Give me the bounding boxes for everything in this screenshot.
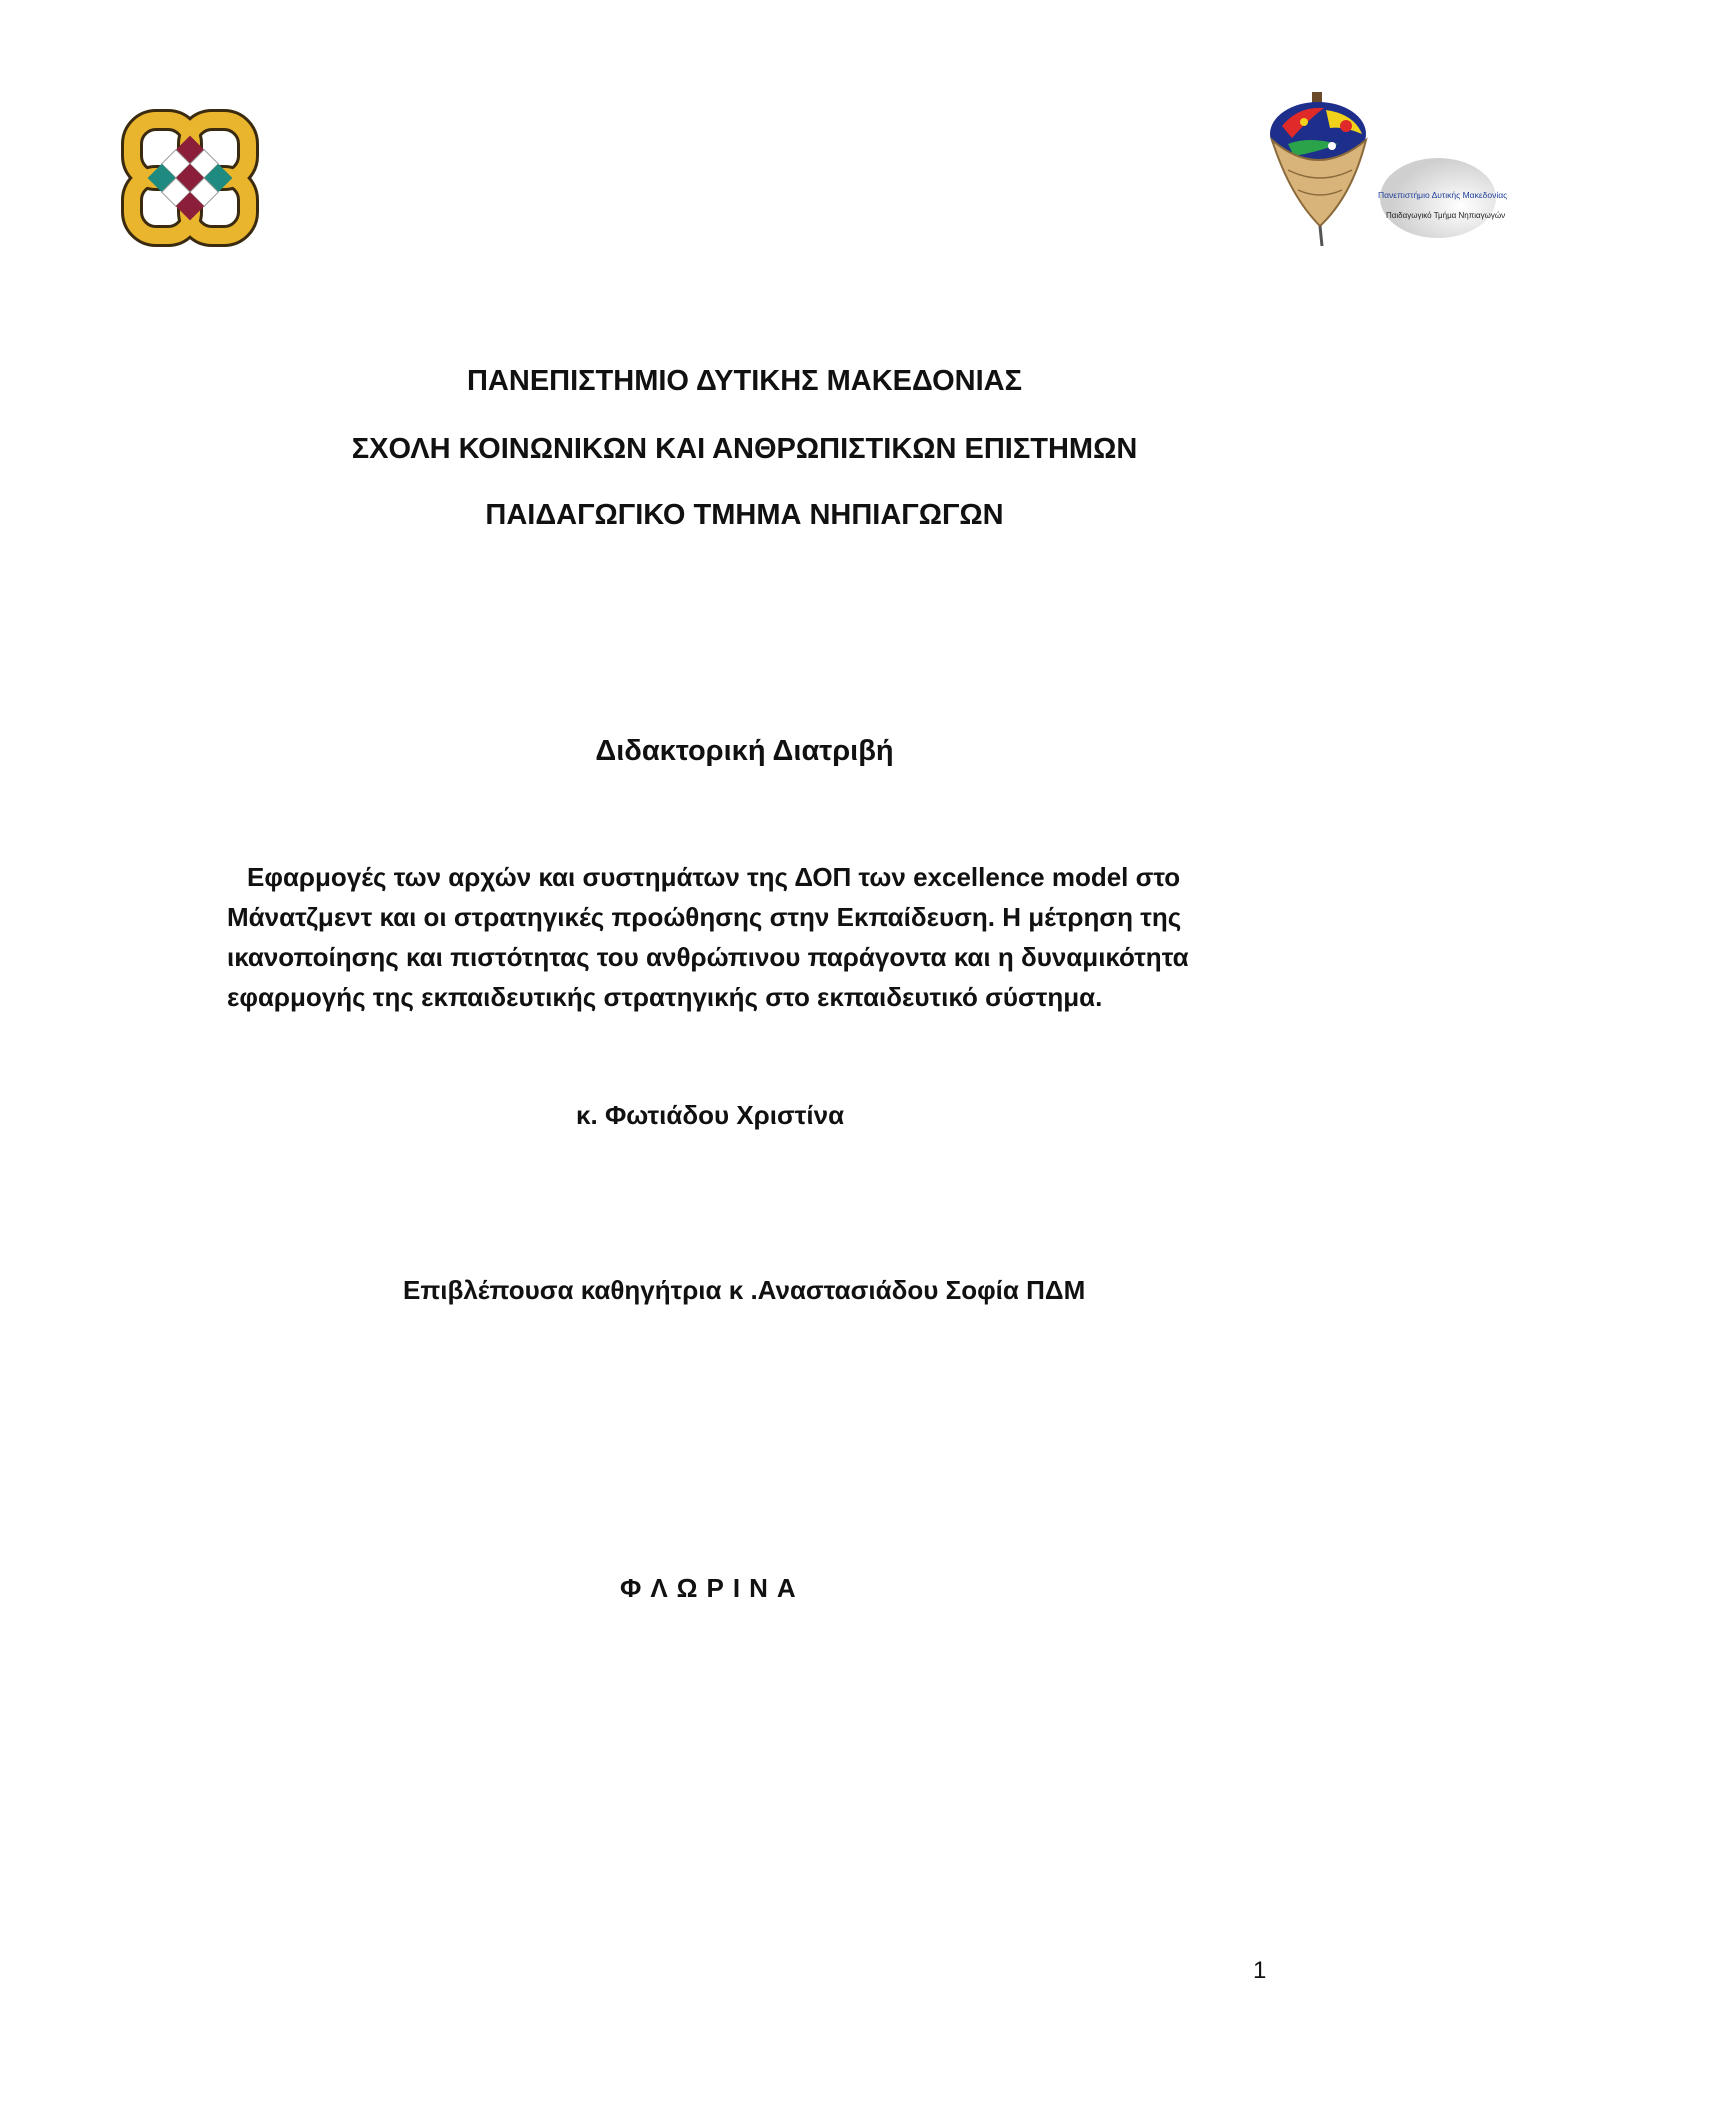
logo-caption-line2: Παιδαγωγικό Τμήμα Νηπιαγωγών: [1386, 211, 1506, 220]
school-heading: ΣΧΟΛΗ ΚΟΙΝΩΝΙΚΩΝ ΚΑΙ ΑΝΘΡΩΠΙΣΤΙΚΩΝ ΕΠΙΣΤΗΜΩΝ: [351, 433, 1138, 465]
thesis-title-line: Εφαρμογές των αρχών και συστημάτων της ΔΟΠ των excellence model στο: [247, 862, 1181, 892]
city-name: ΦΛΩΡΙΝΑ: [620, 1573, 805, 1603]
university-heading: ΠΑΝΕΠΙΣΤΗΜΙΟ ΔΥΤΙΚΗΣ ΜΑΚΕΔΟΝΙΑΣ: [466, 365, 1022, 397]
document-type-title: Διδακτορική Διατριβή: [595, 735, 894, 767]
university-knot-logo-icon: [118, 106, 262, 250]
thesis-title-line: Μάνατζμεντ και οι στρατηγικές προώθησης στην Εκπαίδευση. Η μέτρηση της: [227, 902, 1182, 932]
supervisor-line: Επιβλέπουσα καθηγήτρια κ .Αναστασιάδου Σοφία ΠΔΜ: [403, 1275, 1086, 1305]
author-name: κ. Φωτιάδου Χριστίνα: [576, 1100, 845, 1130]
page-number: 1: [1253, 1957, 1267, 1984]
thesis-title-line: εφαρμογής της εκπαιδευτικής στρατηγικής στο εκπαιδευτικό σύστημα.: [227, 982, 1103, 1012]
spinning-top-logo-icon: [1268, 86, 1508, 252]
department-heading: ΠΑΙΔΑΓΩΓΙΚΟ ΤΜΗΜΑ ΝΗΠΙΑΓΩΓΩΝ: [485, 499, 1004, 531]
logo-caption-line1: Πανεπιστήμιο Δυτικής Μακεδονίας: [1378, 190, 1508, 200]
thesis-title: [227, 857, 1267, 1017]
thesis-title-line: ικανοποίησης και πιστότητας του ανθρώπινου παράγοντα και η δυναμικότητα: [227, 942, 1189, 972]
